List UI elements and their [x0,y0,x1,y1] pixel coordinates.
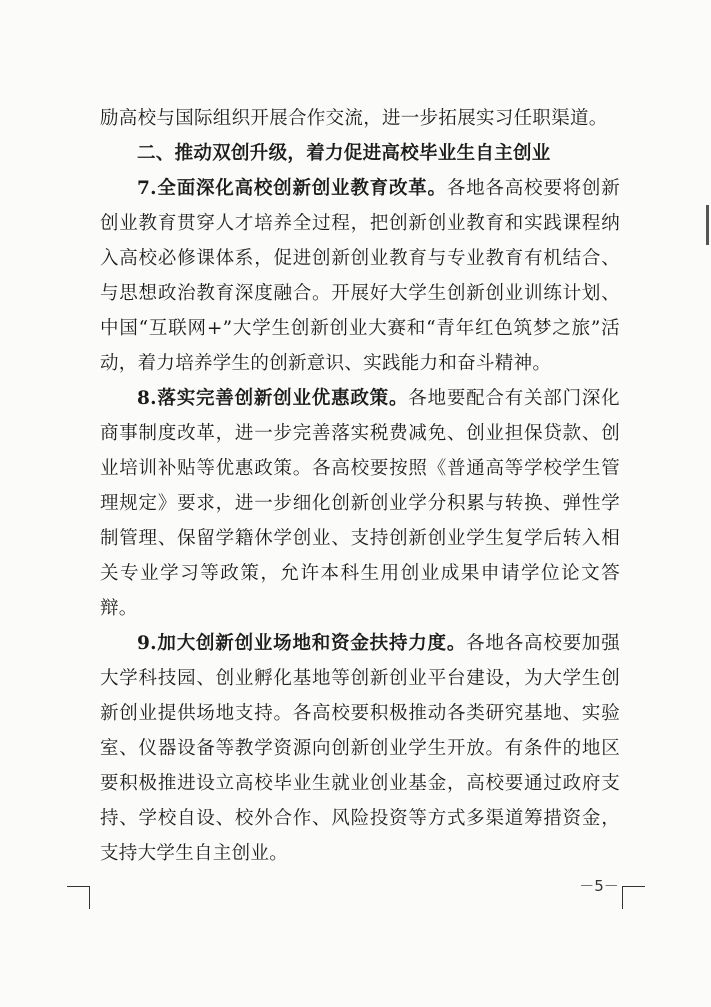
body-text [100,101,620,871]
paragraph-text: 励高校与国际组织开展合作交流，进一步拓展实习任职渠道。 [100,108,608,129]
item-lead: 9.加大创新创业场地和资金扶持力度。 [137,633,467,654]
item-text: 各地要配合有关部门深化商事制度改革，进一步完善落实税费减免、创业担保贷款、创业培训补贴等优惠政策。各高校要按照《普通高等学校学生管理规定》要求，进一步细化创新创业学分积累与转换、弹性学制管理、保留学籍休学创业、支持创新创业学生复学后转入相关专业学习等政策，允许本科生用创业成果申请学位论文答辩。 [100,388,620,619]
item-text: 各地各高校要将创新创业教育贯穿人才培养全过程，把创新创业教育和实践课程纳入高校必修课体系，促进创新创业教育与专业教育有机结合、与思想政治教育深度融合。开展好大学生创新创业训练计划、中国“互联网+”大学生创新创业大赛和“青年红色筑梦之旅”活动，着力培养学生的创新意识、实践能力和奋斗精神。 [100,178,621,374]
paragraph-continuation [100,101,620,136]
scan-edge-mark [706,205,709,245]
crop-mark-left [67,886,90,909]
paragraph-item-9 [100,626,620,871]
paragraph-item-8 [100,381,620,626]
item-lead: 8.落实完善创新创业优惠政策。 [137,388,409,409]
page-number: －5－ [579,877,619,895]
heading-text: 二、推动双创升级，着力促进高校毕业生自主创业 [137,143,551,164]
paragraph-item-7 [100,171,620,381]
crop-mark-right [622,886,645,909]
section-heading [100,136,620,171]
item-text: 各地各高校要加强大学科技园、创业孵化基地等创新创业平台建设，为大学生创新创业提供场地支持。各高校要积极推动各类研究基地、实验室、仪器设备等教学资源向创新创业学生开放。有条件的地区要积极推进设立高校毕业生就业创业基金，高校要通过政府支持、学校自设、校外合作、风险投资等方式多渠道筹措资金，支持大学生自主创业。 [100,633,621,864]
item-lead: 7.全面深化高校创新创业教育改革。 [137,178,447,199]
